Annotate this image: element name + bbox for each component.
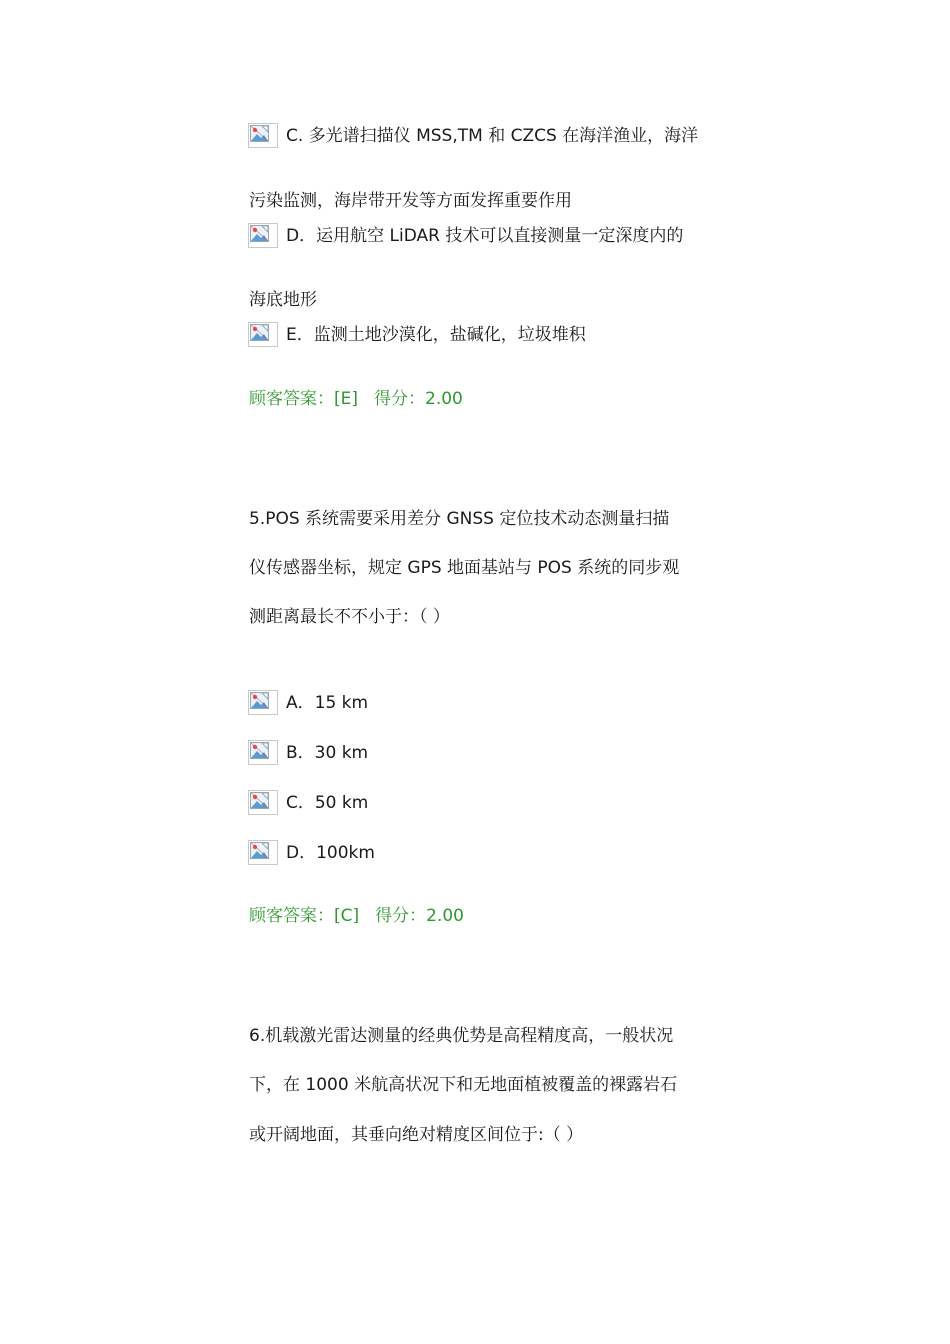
option-d-continuation: 海底地形 xyxy=(249,290,317,310)
prev-answer-line xyxy=(249,388,463,410)
answer-label: 顾客答案：[C] xyxy=(249,906,360,926)
option-d-text: D．运用航空 LiDAR 技术可以直接测量一定深度内的 xyxy=(286,226,684,246)
broken-image-icon xyxy=(248,322,278,347)
q5-option-d-text: D．100km xyxy=(286,843,375,863)
question-5-line-1: 5.POS 系统需要采用差分 GNSS 定位技术动态测量扫描 xyxy=(249,509,670,529)
option-e-text: E．监测土地沙漠化，盐碱化，垃圾堆积 xyxy=(286,325,586,345)
q5-answer-line xyxy=(249,905,464,927)
question-5-line-2: 仪传感器坐标，规定 GPS 地面基站与 POS 系统的同步观 xyxy=(249,558,680,578)
broken-image-icon xyxy=(248,740,278,765)
question-5-line-3: 测距离最长不不小于：（ ） xyxy=(249,607,450,627)
score-label: 得分：2.00 xyxy=(375,906,464,926)
broken-image-icon xyxy=(248,840,278,865)
option-c-text: C. 多光谱扫描仪 MSS,TM 和 CZCS 在海洋渔业，海洋 xyxy=(286,126,699,146)
question-6-line-2: 下，在 1000 米航高状况下和无地面植被覆盖的裸露岩石 xyxy=(249,1075,678,1095)
score-label: 得分：2.00 xyxy=(374,389,463,409)
q5-option-c-text: C．50 km xyxy=(286,793,369,813)
q5-option-b-text: B．30 km xyxy=(286,743,369,763)
broken-image-icon xyxy=(248,123,278,148)
broken-image-icon xyxy=(248,690,278,715)
broken-image-icon xyxy=(248,790,278,815)
q5-option-a-text: A．15 km xyxy=(286,693,369,713)
option-c-continuation: 污染监测，海岸带开发等方面发挥重要作用 xyxy=(249,191,572,211)
broken-image-icon xyxy=(248,223,278,248)
question-6-line-1: 6.机载激光雷达测量的经典优势是高程精度高，一般状况 xyxy=(249,1026,674,1046)
answer-label: 顾客答案：[E] xyxy=(249,389,359,409)
question-6-line-3: 或开阔地面，其垂向绝对精度区间位于:（ ） xyxy=(249,1125,584,1145)
